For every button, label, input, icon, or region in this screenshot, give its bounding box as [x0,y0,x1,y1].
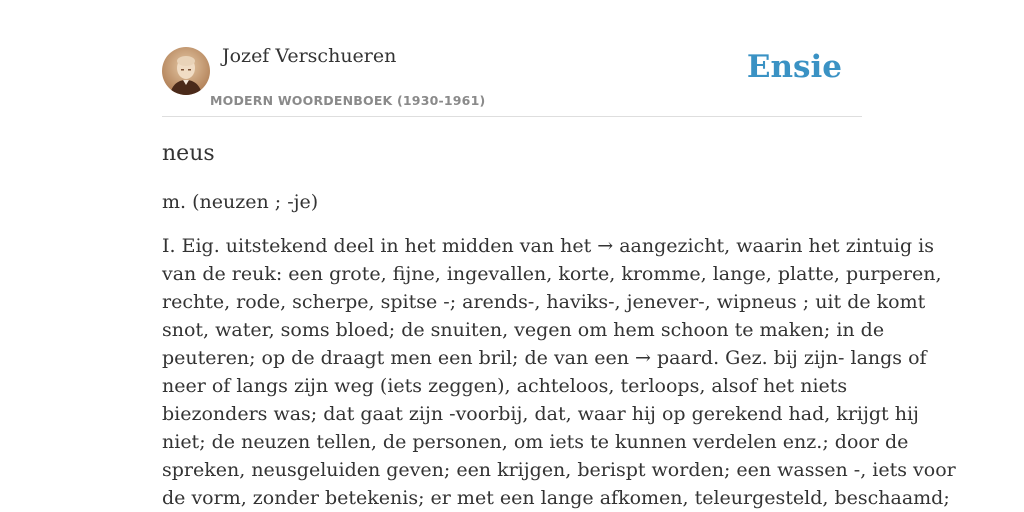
definition-line: peuteren; op de draagt men een bril; de van een → paard. Gez. bij zijn- langs of [162,347,927,369]
definition-line: snot, water, soms bloed; de snuiten, vegen om hem schoon te maken; in de [162,319,885,341]
dictionary-source: MODERN WOORDENBOEK (1930-1961) [210,93,486,108]
definition-line: van de reuk: een grote, fijne, ingevallen, korte, kromme, lange, platte, purperen, [162,263,942,285]
definition-line: neer of langs zijn weg (iets zeggen), achteloos, terloops, alsof het niets [162,375,848,397]
entry-content [162,138,956,512]
definition-line: biezonders was; dat gaat zijn -voorbij, dat, waar hij op gerekend had, krijgt hij [162,403,919,425]
grammar-info: m. (neuzen ; -je) [162,191,319,213]
definition-line: rechte, rode, scherpe, spitse -; arends-, haviks-, jenever-, wipneus ; uit de komt [162,291,926,313]
header [162,40,862,117]
definition-line: I. Eig. uitstekend deel in het midden van het → aangezicht, waarin het zintuig is [162,235,935,257]
author-name[interactable]: Jozef Verschueren [222,45,397,67]
headword: neus [162,141,215,166]
definition-line: niet; de neuzen tellen, de personen, om iets te kunnen verdelen enz.; door de [162,431,909,453]
definition-line: spreken, neusgeluiden geven; een krijgen, berispt worden; een wassen -, iets voor [162,459,956,481]
ensie-logo[interactable]: Ensie [746,49,842,85]
definition [162,232,956,512]
definition-line: de vorm, zonder betekenis; er met een lange afkomen, teleurgesteld, beschaamd; [162,487,950,509]
author-portrait-icon [162,47,210,95]
author-avatar[interactable] [162,47,210,95]
